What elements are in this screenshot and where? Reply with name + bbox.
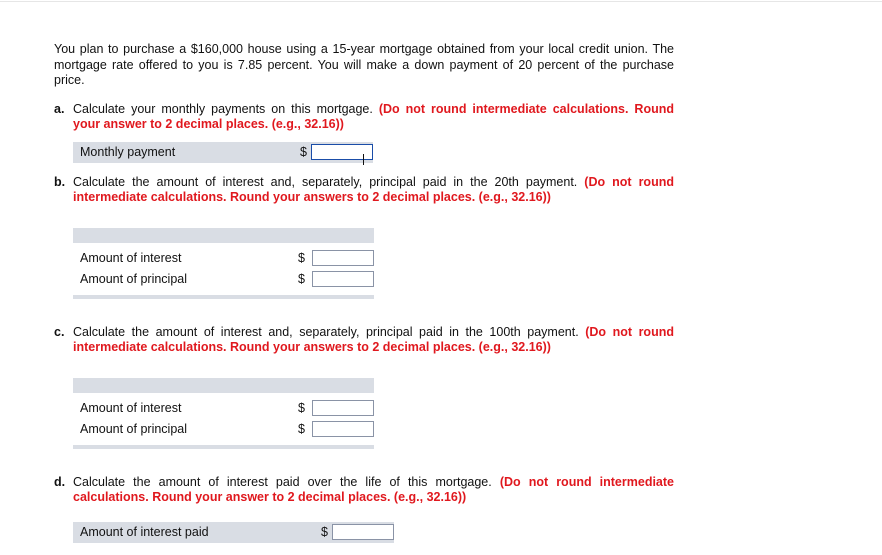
interest-paid-input[interactable]: [332, 524, 394, 540]
text-cursor: [363, 154, 364, 165]
interest-paid-row: [73, 522, 394, 543]
principal-label-c: Amount of principal: [80, 422, 188, 436]
question-d-letter: d.: [54, 474, 66, 489]
question-b-letter: b.: [54, 174, 66, 189]
interest-row-c: [73, 398, 374, 419]
interest-input-c[interactable]: [312, 400, 374, 416]
question-a: [54, 102, 674, 133]
dollar-sign: $: [298, 401, 305, 415]
interest-label-c: Amount of interest: [80, 401, 182, 415]
question-b: [54, 175, 674, 206]
problem-statement: You plan to purchase a $160,000 house using a 15-year mortgage obtained from your local credit union. The mortgage rate offered to you is 7.85 percent. You will make a down payment of 20 percent of the purchase price.: [54, 42, 674, 87]
answer-table-c: [73, 378, 374, 449]
principal-label-b: Amount of principal: [80, 272, 188, 286]
principal-input-c[interactable]: [312, 421, 374, 437]
dollar-sign: $: [300, 145, 307, 159]
interest-input-b[interactable]: [312, 250, 374, 266]
question-b-text: Calculate the amount of interest and, separately, principal paid in the 20th payment.: [73, 174, 578, 189]
principal-input-b[interactable]: [312, 271, 374, 287]
dollar-sign: $: [298, 272, 305, 286]
question-d-instruction: (Do not round intermediate calculations. Round your answer to 2 decimal places. (e.g., 32.16)): [73, 474, 674, 504]
question-c-instruction: (Do not round intermediate calculations. Round your answers to 2 decimal places. (e.g., 32.16)): [73, 324, 674, 354]
question-c-text: Calculate the amount of interest and, separately, principal paid in the 100th payment.: [73, 324, 579, 339]
question-d-text: Calculate the amount of interest paid over the life of this mortgage.: [73, 474, 492, 489]
monthly-payment-row: [73, 142, 373, 163]
question-d: [54, 475, 674, 506]
question-c-letter: c.: [54, 324, 65, 339]
top-divider: [0, 1, 882, 2]
interest-paid-label: Amount of interest paid: [80, 525, 209, 539]
table-header: [73, 378, 374, 393]
question-a-text: Calculate your monthly payments on this mortgage.: [73, 101, 373, 116]
question-a-letter: a.: [54, 101, 65, 116]
interest-label-b: Amount of interest: [80, 251, 182, 265]
question-content: [54, 42, 674, 543]
question-a-instruction: (Do not round intermediate calculations. Round your answer to 2 decimal places. (e.g., 32.16)): [73, 101, 674, 131]
dollar-sign: $: [298, 422, 305, 436]
table-header: [73, 228, 374, 243]
monthly-payment-label: Monthly payment: [80, 145, 176, 159]
question-c: [54, 325, 674, 356]
answer-table-b: [73, 228, 374, 299]
question-b-instruction: (Do not round intermediate calculations. Round your answers to 2 decimal places. (e.g., 32.16)): [73, 174, 674, 204]
dollar-sign: $: [298, 251, 305, 265]
principal-row-c: [73, 419, 374, 440]
principal-row-b: [73, 269, 374, 290]
dollar-sign: $: [321, 525, 328, 539]
interest-row-b: [73, 248, 374, 269]
